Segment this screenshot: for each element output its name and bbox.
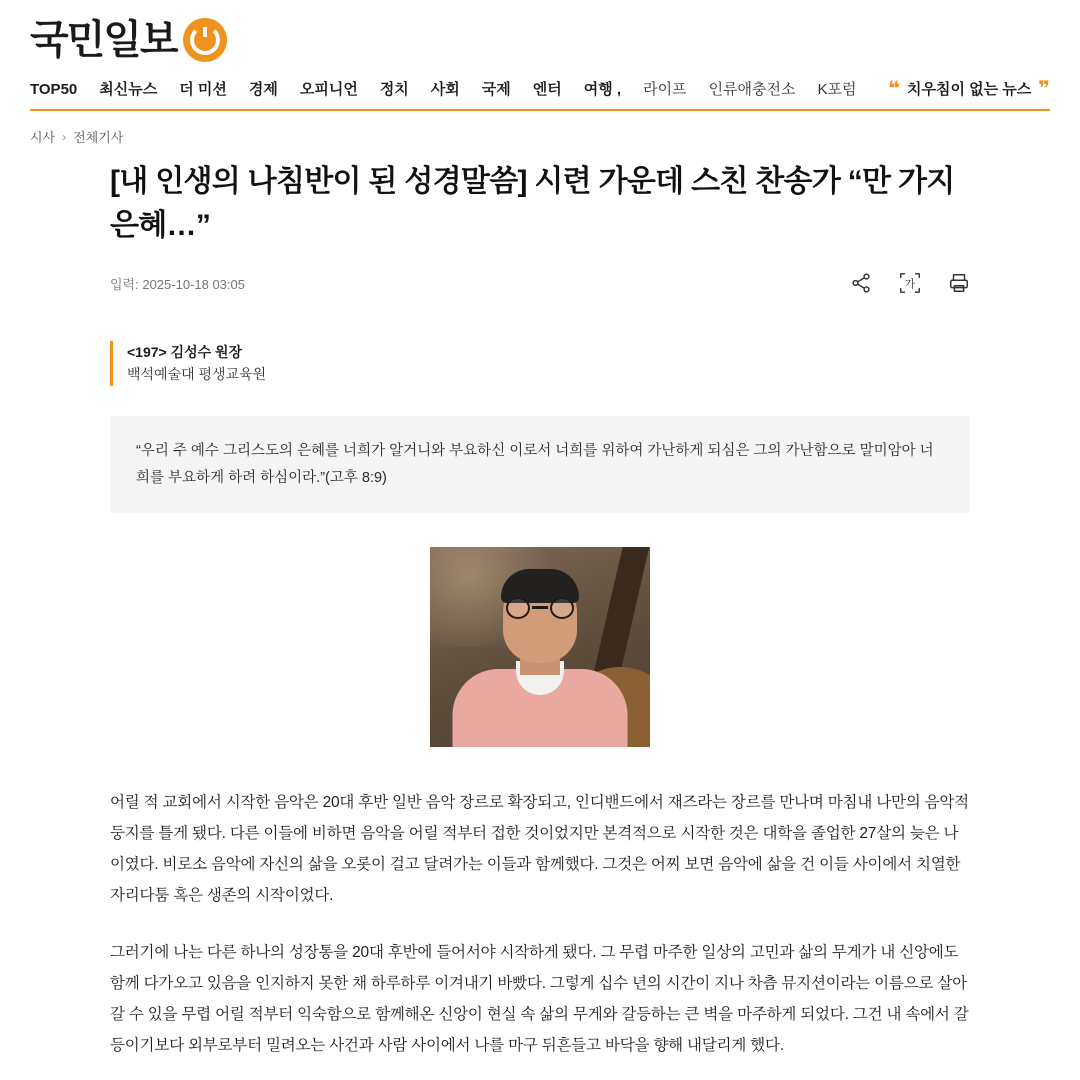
nav-item-kforum[interactable]: K포럼	[817, 81, 857, 98]
quote-close-icon: ❞	[1038, 77, 1050, 100]
byline-affiliation: 백석예술대 평생교육원	[127, 366, 267, 383]
nav-item-international[interactable]: 국제	[481, 81, 511, 98]
nav-item-latest[interactable]: 최신뉴스	[99, 81, 158, 98]
article-tools	[850, 271, 970, 295]
article-paragraph: 어릴 적 교회에서 시작한 음악은 20대 후반 일반 음악 장르로 확장되고, 인디밴드에서 재즈라는 장르를 만나며 마침내 나만의 음악적 둥지를 틀게 됐다. 다른 이들에 비하면 음악을 어릴 적부터 접한 것이었지만 본격적으로 시작한 것은 대학을 졸업한 27살의 늦은 나이였다. 비로소 음악에 자신의 삶을 오롯이 걸고 달려가는 이들과 함께했다. 그것은 어찌 보면 음악에 삶을 건 이들 사이에서 치열한 자리다툼 혹은 생존의 시작이었다.	[110, 794, 969, 905]
article-paragraph: 그러기에 나는 다른 하나의 성장통을 20대 후반에 들어서야 시작하게 됐다. 그 무렵 마주한 일상의 고민과 삶의 무게가 내 신앙에도 함께 다가오고 있음을 인지하지 못한 채 하루하루 이겨내기 바빴다. 그렇게 십수 년의 시간이 지나 차츰 뮤지션이라는 이름으로 살아갈 수 있을 무렵 어릴 적부터 익숙함으로 함께해온 신앙이 현실 속 삶의 무게와 갈등하는 큰 벽을 마주하게 되었다. 그건 내 속에서 갈등이기보다 외부로부터 밀려오는 사건과 사람 사이에서 나를 마구 뒤흔들고 바닥을 향해 내달리게 했다.	[110, 944, 969, 1055]
nav-item-humanity-station[interactable]: 인류애충전소	[708, 81, 796, 98]
nav-item-politics[interactable]: 정치	[379, 81, 409, 98]
breadcrumb-item-sisa[interactable]: 시사	[30, 130, 56, 145]
nav-item-opinion[interactable]: 오피니언	[299, 81, 358, 98]
masthead	[0, 0, 1080, 68]
nav-item-travel[interactable]: 여행 ,	[583, 81, 622, 98]
main-nav	[30, 78, 1050, 111]
nav-item-list	[30, 78, 857, 99]
quote-open-icon: ❝	[888, 77, 900, 100]
font-size-icon[interactable]	[898, 271, 922, 295]
article-meta-row	[110, 271, 970, 305]
circle-logo-icon	[183, 18, 227, 62]
site-logo-text[interactable]: 국민일보	[30, 18, 177, 62]
article-photo	[430, 547, 650, 747]
share-icon[interactable]	[850, 272, 872, 294]
nav-slogan	[888, 78, 1050, 99]
nav-item-entertainment[interactable]: 엔터	[532, 81, 562, 98]
publish-date: 입력: 2025-10-18 03:05	[110, 276, 245, 292]
breadcrumb-item-all-articles[interactable]: 전체기사	[73, 130, 124, 145]
breadcrumb	[30, 127, 1050, 146]
nav-item-society[interactable]: 사회	[430, 81, 460, 98]
nav-item-top50[interactable]: TOP50	[30, 81, 78, 98]
article-text	[110, 787, 970, 1061]
nav-item-economy[interactable]: 경제	[248, 81, 278, 98]
byline	[110, 341, 970, 386]
print-icon[interactable]	[948, 272, 970, 294]
byline-author: <197> 김성수 원장	[127, 344, 243, 360]
scripture-quote: “우리 주 예수 그리스도의 은혜를 너희가 알거니와 부요하신 이로서 너희를 위하여 가난하게 되심은 그의 가난함으로 말미암아 너희를 부요하게 하려 하심이라.”(고후 8:9)	[110, 416, 970, 514]
nav-item-life[interactable]: 라이프	[643, 81, 687, 98]
page-title: [내 인생의 나침반이 된 성경말씀] 시련 가운데 스친 찬송가 “만 가지 은혜…”	[110, 165, 955, 242]
chevron-right-icon: ›	[62, 129, 67, 144]
glasses-icon	[504, 597, 576, 619]
nav-slogan-text: 치우침이 없는 뉴스	[906, 81, 1032, 98]
article-photo-wrap	[110, 547, 970, 747]
nav-item-themission[interactable]: 더 미션	[179, 81, 227, 98]
article-body	[110, 160, 970, 1061]
svg-text:가: 가	[904, 278, 916, 291]
